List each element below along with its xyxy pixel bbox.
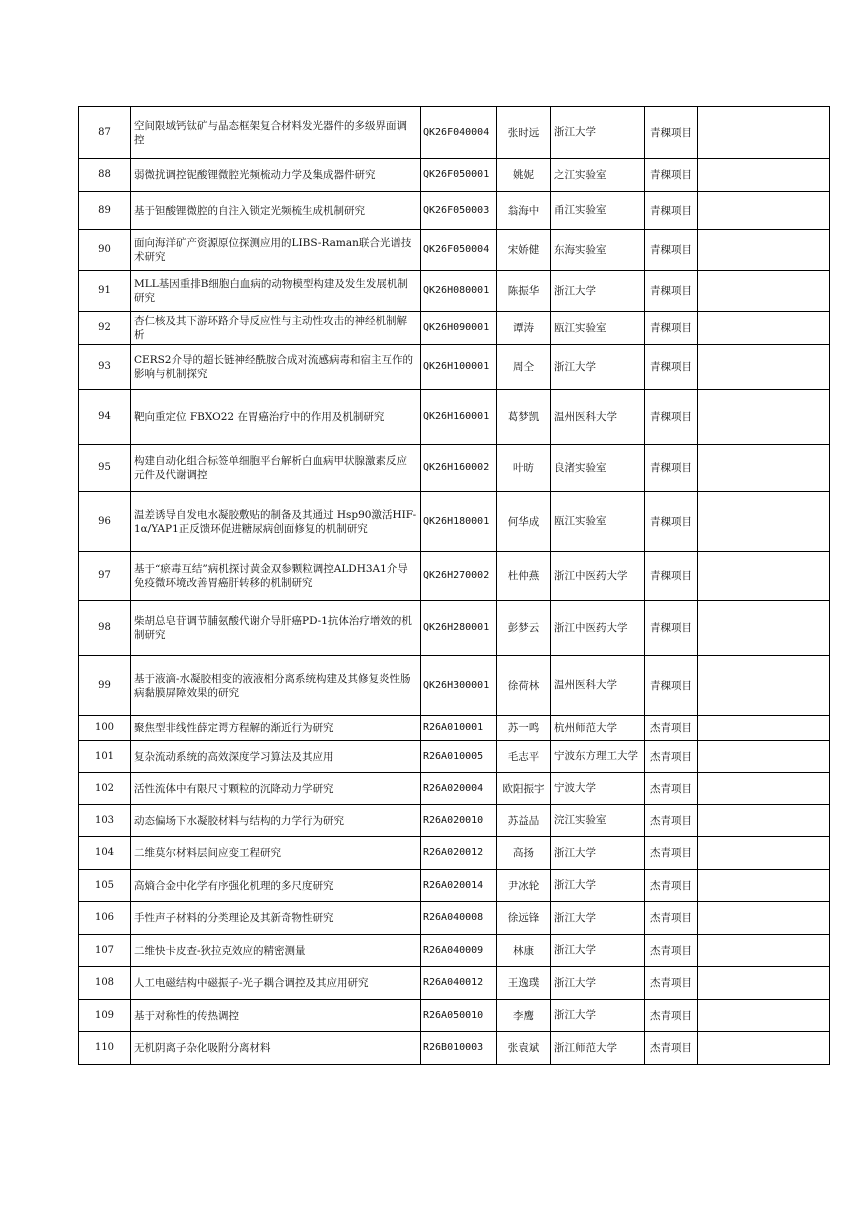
remarks-cell — [698, 552, 830, 601]
remarks-cell — [698, 192, 830, 230]
institution-cell: 浙江大学 — [551, 345, 645, 390]
remarks-cell — [698, 1000, 830, 1032]
project-code-cell: QK26H160002 — [421, 445, 497, 492]
project-code-cell: R26A020014 — [421, 870, 497, 902]
table-row — [79, 716, 830, 741]
project-code-cell: R26A040009 — [421, 935, 497, 967]
table-row — [79, 1032, 830, 1065]
project-code-cell: R26B010003 — [421, 1032, 497, 1065]
remarks-cell — [698, 837, 830, 870]
project-type-cell: 青稞项目 — [645, 159, 698, 192]
institution-cell: 瓯江实验室 — [551, 312, 645, 345]
project-title-cell: MLL基因重排B细胞白血病的动物模型构建及发生发展机制研究 — [131, 271, 421, 312]
table-row — [79, 107, 830, 159]
institution-cell: 浙江大学 — [551, 935, 645, 967]
project-type-cell: 杰青项目 — [645, 967, 698, 1000]
principal-investigator-cell: 叶昉 — [497, 445, 551, 492]
row-number-cell: 91 — [79, 271, 131, 312]
remarks-cell — [698, 902, 830, 935]
project-code-cell: R26A020012 — [421, 837, 497, 870]
project-code-cell: R26A020004 — [421, 773, 497, 805]
row-number-cell: 93 — [79, 345, 131, 390]
project-title-cell: 二维快卡皮查-狄拉克效应的精密测量 — [131, 935, 421, 967]
project-title-cell: 动态偏场下水凝胶材料与结构的力学行为研究 — [131, 805, 421, 837]
project-title-cell: 杏仁核及其下游环路介导反应性与主动性攻击的神经机制解析 — [131, 312, 421, 345]
principal-investigator-cell: 欧阳振宇 — [497, 773, 551, 805]
project-title-cell: 二维莫尔材料层间应变工程研究 — [131, 837, 421, 870]
institution-cell: 浙江中医药大学 — [551, 601, 645, 656]
row-number-cell: 101 — [79, 741, 131, 773]
table-row — [79, 345, 830, 390]
project-type-cell: 杰青项目 — [645, 870, 698, 902]
remarks-cell — [698, 107, 830, 159]
project-type-cell: 青稞项目 — [645, 492, 698, 552]
principal-investigator-cell: 林康 — [497, 935, 551, 967]
project-code-cell: R26A040008 — [421, 902, 497, 935]
principal-investigator-cell: 何华成 — [497, 492, 551, 552]
table-row — [79, 837, 830, 870]
project-type-cell: 青稞项目 — [645, 656, 698, 716]
table-row — [79, 741, 830, 773]
principal-investigator-cell: 彭梦云 — [497, 601, 551, 656]
principal-investigator-cell: 毛志平 — [497, 741, 551, 773]
project-type-cell: 杰青项目 — [645, 837, 698, 870]
project-type-cell: 青稞项目 — [645, 601, 698, 656]
institution-cell: 温州医科大学 — [551, 390, 645, 445]
row-number-cell: 89 — [79, 192, 131, 230]
institution-cell: 浙江大学 — [551, 967, 645, 1000]
remarks-cell — [698, 230, 830, 271]
table-row — [79, 805, 830, 837]
project-type-cell: 青稞项目 — [645, 552, 698, 601]
table-row — [79, 230, 830, 271]
table-row — [79, 552, 830, 601]
principal-investigator-cell: 杜仲燕 — [497, 552, 551, 601]
principal-investigator-cell: 张时远 — [497, 107, 551, 159]
table-row — [79, 492, 830, 552]
table-row — [79, 656, 830, 716]
institution-cell: 宁波大学 — [551, 773, 645, 805]
table-row — [79, 1000, 830, 1032]
institution-cell: 东海实验室 — [551, 230, 645, 271]
principal-investigator-cell: 姚妮 — [497, 159, 551, 192]
table-row — [79, 773, 830, 805]
institution-cell: 杭州师范大学 — [551, 716, 645, 741]
project-code-cell: R26A010005 — [421, 741, 497, 773]
project-type-cell: 青稞项目 — [645, 312, 698, 345]
row-number-cell: 87 — [79, 107, 131, 159]
remarks-cell — [698, 492, 830, 552]
remarks-cell — [698, 656, 830, 716]
project-type-cell: 青稞项目 — [645, 107, 698, 159]
project-type-cell: 杰青项目 — [645, 1032, 698, 1065]
principal-investigator-cell: 谭涛 — [497, 312, 551, 345]
principal-investigator-cell: 徐荷林 — [497, 656, 551, 716]
remarks-cell — [698, 773, 830, 805]
remarks-cell — [698, 312, 830, 345]
project-type-cell: 杰青项目 — [645, 805, 698, 837]
project-code-cell: R26A050010 — [421, 1000, 497, 1032]
row-number-cell: 109 — [79, 1000, 131, 1032]
project-title-cell: 空间限域钙钛矿与晶态框架复合材料发光器件的多级界面调控 — [131, 107, 421, 159]
row-number-cell: 95 — [79, 445, 131, 492]
project-title-cell: 基于液滴-水凝胶相变的液液相分离系统构建及其修复炎性肠病黏膜屏障效果的研究 — [131, 656, 421, 716]
institution-cell: 浙江师范大学 — [551, 1032, 645, 1065]
project-code-cell: QK26H100001 — [421, 345, 497, 390]
project-code-cell: QK26H300001 — [421, 656, 497, 716]
table-row — [79, 192, 830, 230]
row-number-cell: 94 — [79, 390, 131, 445]
project-code-cell: QK26F050003 — [421, 192, 497, 230]
row-number-cell: 88 — [79, 159, 131, 192]
project-code-cell: QK26H090001 — [421, 312, 497, 345]
remarks-cell — [698, 741, 830, 773]
project-code-cell: QK26H180001 — [421, 492, 497, 552]
project-code-cell: QK26H080001 — [421, 271, 497, 312]
project-type-cell: 青稞项目 — [645, 271, 698, 312]
principal-investigator-cell: 李鹰 — [497, 1000, 551, 1032]
table-row — [79, 601, 830, 656]
remarks-cell — [698, 271, 830, 312]
remarks-cell — [698, 1032, 830, 1065]
project-type-cell: 杰青项目 — [645, 716, 698, 741]
remarks-cell — [698, 601, 830, 656]
remarks-cell — [698, 345, 830, 390]
table-row — [79, 967, 830, 1000]
row-number-cell: 100 — [79, 716, 131, 741]
project-title-cell: 基于对称性的传热调控 — [131, 1000, 421, 1032]
principal-investigator-cell: 苏一鸣 — [497, 716, 551, 741]
principal-investigator-cell: 高扬 — [497, 837, 551, 870]
row-number-cell: 103 — [79, 805, 131, 837]
row-number-cell: 110 — [79, 1032, 131, 1065]
project-title-cell: CERS2介导的超长链神经酰胺合成对流感病毒和宿主互作的影响与机制探究 — [131, 345, 421, 390]
project-title-cell: 复杂流动系统的高效深度学习算法及其应用 — [131, 741, 421, 773]
institution-cell: 浙江大学 — [551, 271, 645, 312]
remarks-cell — [698, 967, 830, 1000]
principal-investigator-cell: 王逸璞 — [497, 967, 551, 1000]
row-number-cell: 105 — [79, 870, 131, 902]
institution-cell: 宁波东方理工大学 — [551, 741, 645, 773]
principal-investigator-cell: 宋娇健 — [497, 230, 551, 271]
row-number-cell: 104 — [79, 837, 131, 870]
table-row — [79, 935, 830, 967]
table-row — [79, 312, 830, 345]
project-type-cell: 青稞项目 — [645, 445, 698, 492]
institution-cell: 浣江实验室 — [551, 805, 645, 837]
institution-cell: 温州医科大学 — [551, 656, 645, 716]
project-title-cell: 面向海洋矿产资源原位探测应用的LIBS-Raman联合光谱技术研究 — [131, 230, 421, 271]
project-title-cell: 高熵合金中化学有序强化机理的多尺度研究 — [131, 870, 421, 902]
institution-cell: 浙江大学 — [551, 837, 645, 870]
remarks-cell — [698, 159, 830, 192]
row-number-cell: 107 — [79, 935, 131, 967]
principal-investigator-cell: 徐远锋 — [497, 902, 551, 935]
project-title-cell: 弱微扰调控铌酸锂微腔光频梳动力学及集成器件研究 — [131, 159, 421, 192]
principal-investigator-cell: 周仝 — [497, 345, 551, 390]
project-code-cell: QK26F050001 — [421, 159, 497, 192]
project-code-cell: QK26F050004 — [421, 230, 497, 271]
project-type-cell: 杰青项目 — [645, 902, 698, 935]
table-row — [79, 902, 830, 935]
project-title-cell: 靶向重定位 FBXO22 在胃癌治疗中的作用及机制研究 — [131, 390, 421, 445]
project-code-cell: R26A010001 — [421, 716, 497, 741]
table-body — [79, 107, 830, 1065]
row-number-cell: 108 — [79, 967, 131, 1000]
project-title-cell: 手性声子材料的分类理论及其新奇物性研究 — [131, 902, 421, 935]
remarks-cell — [698, 805, 830, 837]
project-title-cell: 基于“瘀毒互结”病机探讨黄金双参颗粒调控ALDH3A1介导免疫微环境改善胃癌肝转移的机制研究 — [131, 552, 421, 601]
table-row — [79, 870, 830, 902]
remarks-cell — [698, 716, 830, 741]
row-number-cell: 99 — [79, 656, 131, 716]
institution-cell: 瓯江实验室 — [551, 492, 645, 552]
institution-cell: 浙江大学 — [551, 107, 645, 159]
project-type-cell: 青稞项目 — [645, 345, 698, 390]
table-row — [79, 271, 830, 312]
principal-investigator-cell: 陈振华 — [497, 271, 551, 312]
project-title-cell: 活性流体中有限尺寸颗粒的沉降动力学研究 — [131, 773, 421, 805]
institution-cell: 浙江大学 — [551, 902, 645, 935]
row-number-cell: 106 — [79, 902, 131, 935]
row-number-cell: 97 — [79, 552, 131, 601]
project-type-cell: 杰青项目 — [645, 935, 698, 967]
principal-investigator-cell: 尹冰轮 — [497, 870, 551, 902]
project-title-cell: 构建自动化组合标签单细胞平台解析白血病甲状腺激素反应元件及代谢调控 — [131, 445, 421, 492]
project-code-cell: R26A020010 — [421, 805, 497, 837]
remarks-cell — [698, 870, 830, 902]
principal-investigator-cell: 葛梦凯 — [497, 390, 551, 445]
table-row — [79, 445, 830, 492]
table-row — [79, 159, 830, 192]
project-type-cell: 杰青项目 — [645, 741, 698, 773]
project-code-cell: QK26H280001 — [421, 601, 497, 656]
row-number-cell: 96 — [79, 492, 131, 552]
project-title-cell: 人工电磁结构中磁振子-光子耦合调控及其应用研究 — [131, 967, 421, 1000]
remarks-cell — [698, 935, 830, 967]
table-row — [79, 390, 830, 445]
project-type-cell: 青稞项目 — [645, 192, 698, 230]
row-number-cell: 90 — [79, 230, 131, 271]
project-type-cell: 青稞项目 — [645, 390, 698, 445]
project-title-cell: 聚焦型非线性薛定谔方程解的渐近行为研究 — [131, 716, 421, 741]
project-type-cell: 杰青项目 — [645, 1000, 698, 1032]
project-code-cell: QK26H160001 — [421, 390, 497, 445]
row-number-cell: 92 — [79, 312, 131, 345]
project-table — [78, 106, 830, 1065]
row-number-cell: 102 — [79, 773, 131, 805]
principal-investigator-cell: 翁海中 — [497, 192, 551, 230]
project-code-cell: R26A040012 — [421, 967, 497, 1000]
institution-cell: 之江实验室 — [551, 159, 645, 192]
remarks-cell — [698, 445, 830, 492]
project-title-cell: 基于钽酸锂微腔的自注入锁定光频梳生成机制研究 — [131, 192, 421, 230]
project-title-cell: 温差诱导自发电水凝胶敷贴的制备及其通过 Hsp90激活HIF-1α/YAP1正反馈环促进糖尿病创面修复的机制研究 — [131, 492, 421, 552]
institution-cell: 浙江大学 — [551, 1000, 645, 1032]
project-code-cell: QK26H270002 — [421, 552, 497, 601]
row-number-cell: 98 — [79, 601, 131, 656]
project-title-cell: 无机阴离子杂化吸附分离材料 — [131, 1032, 421, 1065]
project-title-cell: 柴胡总皂苷调节脯氨酸代谢介导肝癌PD-1抗体治疗增效的机制研究 — [131, 601, 421, 656]
institution-cell: 良渚实验室 — [551, 445, 645, 492]
institution-cell: 浙江中医药大学 — [551, 552, 645, 601]
institution-cell: 浙江大学 — [551, 870, 645, 902]
project-type-cell: 杰青项目 — [645, 773, 698, 805]
principal-investigator-cell: 苏益品 — [497, 805, 551, 837]
project-type-cell: 青稞项目 — [645, 230, 698, 271]
project-code-cell: QK26F040004 — [421, 107, 497, 159]
principal-investigator-cell: 张袁斌 — [497, 1032, 551, 1065]
institution-cell: 甬江实验室 — [551, 192, 645, 230]
remarks-cell — [698, 390, 830, 445]
